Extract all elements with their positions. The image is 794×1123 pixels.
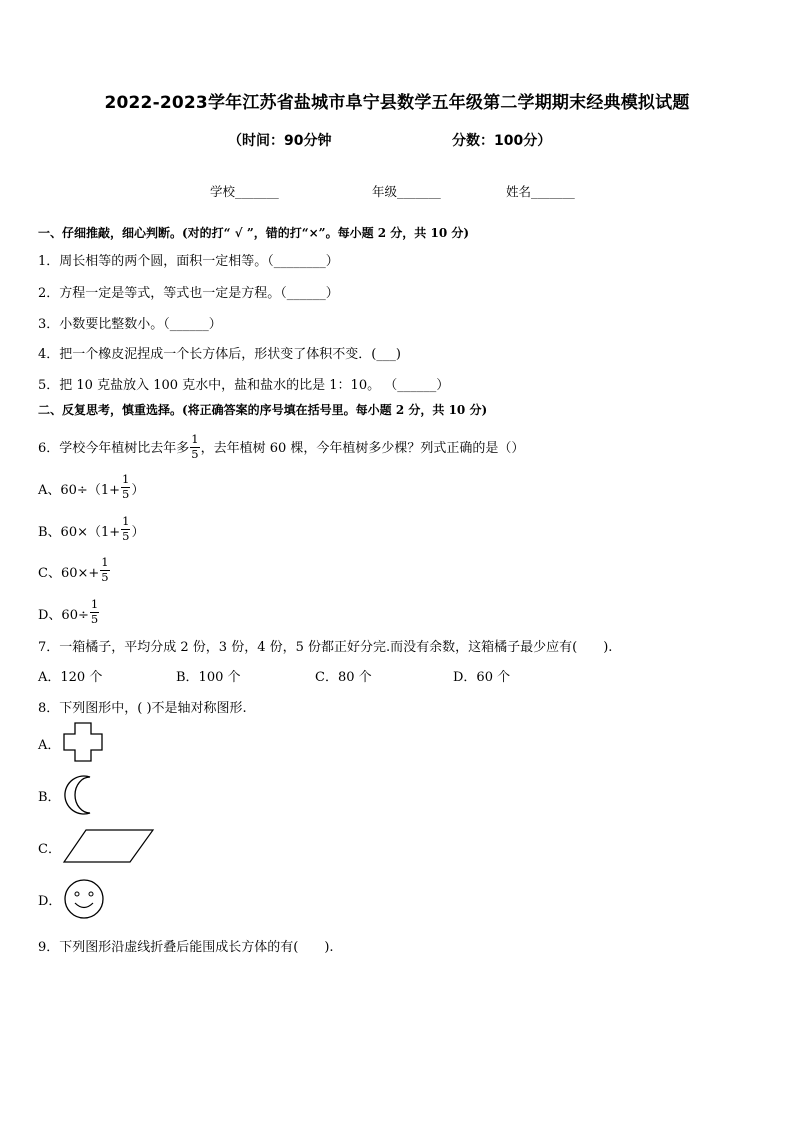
fraction-one-fifth: $\frac{1}{5}$ [101, 555, 109, 584]
option-8d-label: D． [38, 894, 62, 909]
question-7: 7．一箱橘子，平均分成 2 份，3 份，4 份，5 份都正好分完.而没有余数，这箱橘子最少应有( ). [38, 640, 613, 655]
option-7c: C．80 个 [315, 670, 372, 685]
option-6b-pre: B、60×（1+ [38, 525, 121, 540]
option-7a: A．120 个 [38, 670, 103, 685]
question-6-stem-start: 6．学校今年植树比去年多 [38, 441, 190, 456]
school-field: 学校_______ [210, 184, 279, 199]
question-3: 3．小数要比整数小。（______） [38, 317, 222, 332]
grade-field: 年级_______ [372, 184, 441, 199]
parallelogram-icon [62, 828, 156, 864]
section-2-heading: 二、反复思考，慎重选择。(将正确答案的序号填在括号里。每小题 2 分，共 10 分) [38, 403, 488, 417]
smiley-face-icon [63, 878, 105, 920]
section-1-heading: 一、仔细推敲，细心判断。(对的打“ √ ”，错的打“×”。每小题 2 分，共 10 分) [38, 226, 470, 240]
question-9: 9．下列图形沿虚线折叠后能围成长方体的有( ). [38, 940, 334, 955]
time-label: （时间：90分钟 [228, 133, 332, 149]
page-title: 2022-2023学年江苏省盐城市阜宁县数学五年级第二学期期末经典模拟试题 [104, 93, 690, 113]
option-6a [38, 460, 144, 500]
option-6a-pre: A、60÷（1+ [38, 483, 120, 498]
option-7b: B．100 个 [176, 670, 241, 685]
name-field: 姓名_______ [506, 184, 575, 199]
question-1: 1．周长相等的两个圆，面积一定相等。（________） [38, 254, 339, 269]
question-4: 4．把一个橡皮泥捏成一个长方体后，形状变了体积不变．(___) [38, 347, 401, 362]
option-6c-pre: C、60×+ [38, 566, 100, 581]
option-7d: D．60 个 [453, 670, 511, 685]
option-6a-post: ） [131, 483, 145, 498]
fraction-one-fifth: $\frac{1}{5}$ [122, 472, 130, 501]
cross-shape-icon [62, 722, 104, 762]
option-8a-label: A． [38, 738, 61, 753]
option-6c [38, 543, 111, 583]
question-6-stem-end: ，去年植树 60 棵，今年植树多少棵？列式正确的是（） [200, 441, 525, 456]
option-8b-label: B． [38, 790, 61, 805]
crescent-moon-icon [62, 774, 94, 816]
score-label: 分数：100分） [452, 133, 552, 149]
fraction-one-fifth: $\frac{1}{5}$ [122, 514, 130, 543]
question-2: 2．方程一定是等式，等式也一定是方程。（______） [38, 286, 339, 301]
option-6d-pre: D、60÷ [38, 608, 89, 623]
option-6b [38, 502, 145, 542]
question-6 [38, 418, 525, 461]
option-6d [38, 585, 100, 625]
fraction-one-fifth: $\frac{1}{5}$ [191, 432, 199, 461]
question-5: 5．把 10 克盐放入 100 克水中，盐和盐水的比是 1：10。 （______） [38, 378, 450, 393]
option-8c-label: C． [38, 842, 61, 857]
fraction-one-fifth: $\frac{1}{5}$ [90, 597, 99, 626]
option-6b-post: ） [131, 525, 145, 540]
question-8: 8．下列图形中，( )不是轴对称图形. [38, 701, 247, 716]
